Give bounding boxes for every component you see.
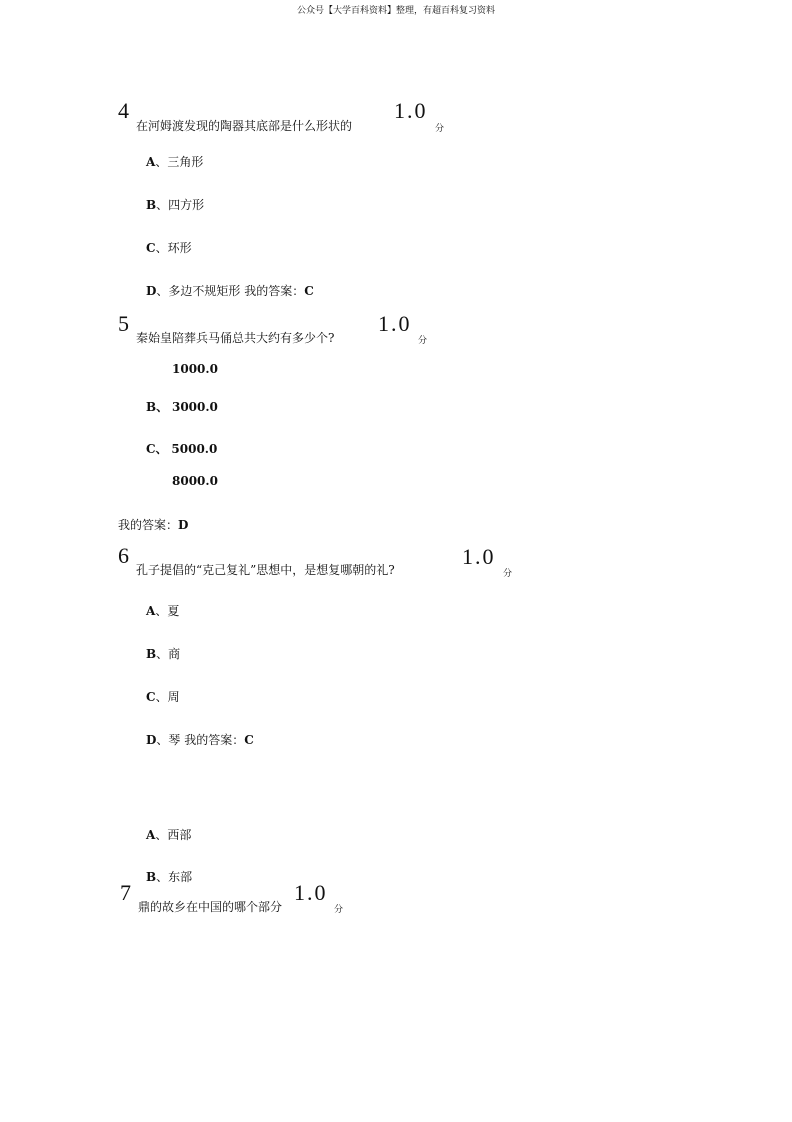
q7-option-a [146, 826, 191, 843]
q6-text: 孔子提倡的“克己复礼”思想中，是想复哪朝的礼? [136, 563, 395, 577]
q5-option-a: 1000.0 [172, 362, 218, 376]
q7-option-b-letter: B [146, 870, 157, 884]
q6-option-a-letter: A [146, 604, 156, 618]
q5-option-c-text: 5000.0 [171, 442, 218, 456]
q4-option-a-letter: A [146, 155, 156, 169]
q6-score: 1.0 [462, 544, 496, 569]
q5-option-c [146, 440, 217, 457]
q4-option-c [146, 239, 192, 256]
q4-score: 1.0 [394, 98, 428, 123]
q6-score-unit: 分 [503, 569, 513, 579]
q5-option-b-letter: B、 [146, 400, 169, 414]
q6-option-b-letter: B [146, 647, 157, 661]
q7-option-b-text: 、东部 [156, 870, 193, 884]
q6-option-d-letter: D [146, 733, 157, 747]
q4-option-b-text: 、四方形 [156, 198, 205, 212]
q5-option-c-letter: C、 [146, 442, 168, 456]
q7-option-a-letter: A [146, 828, 156, 842]
q6-option-a-text: 、夏 [155, 604, 180, 618]
q5-number: 5 [118, 311, 129, 336]
q4-score-unit: 分 [435, 124, 445, 134]
q4-number: 4 [118, 98, 129, 123]
q5-option-b [146, 398, 218, 415]
q4-text: 在河姆渡发现的陶器其底部是什么形状的 [136, 119, 353, 133]
q5-option-b-text: 3000.0 [171, 400, 218, 414]
q6-option-a [146, 602, 179, 619]
q7-option-a-text: 、西部 [155, 828, 192, 842]
q7-score-unit: 分 [334, 905, 344, 915]
q4-option-c-letter: C [146, 241, 156, 255]
q4-option-b-letter: B [146, 198, 157, 212]
page-header: 公众号【大学百科资料】整理，有超百科复习资料 [296, 6, 495, 16]
q6-answer: C [244, 733, 254, 747]
q5-score-unit: 分 [418, 336, 428, 346]
q4-option-b [146, 196, 204, 213]
q5-answer-line [118, 516, 188, 533]
q4-option-d-letter: D [146, 284, 157, 298]
q4-option-d-text: 、多边不规矩形 我的答案： [156, 284, 305, 298]
q4-option-a-text: 、三角形 [155, 155, 204, 169]
q6-option-d-text: 、琴 我的答案： [156, 733, 245, 747]
q5-text: 秦始皇陪葬兵马俑总共大约有多少个? [136, 331, 335, 345]
q7-option-b [146, 868, 192, 885]
q5-answer-label: 我的答案： [118, 518, 179, 532]
q6-option-b-text: 、商 [156, 647, 181, 661]
q7-number: 7 [120, 880, 131, 905]
q6-option-c-text: 、周 [155, 690, 180, 704]
q4-option-c-text: 、环形 [155, 241, 192, 255]
q7-score: 1.0 [294, 880, 328, 905]
q4-answer: C [304, 284, 314, 298]
q6-option-b [146, 645, 180, 662]
q6-option-c-letter: C [146, 690, 156, 704]
q4-option-a [146, 153, 203, 170]
q6-option-d [146, 731, 254, 748]
q6-number: 6 [118, 543, 129, 568]
q4-option-d [146, 282, 314, 299]
q6-option-c [146, 688, 180, 705]
q5-answer: D [178, 518, 189, 532]
q5-option-d: 8000.0 [172, 474, 218, 488]
q5-score: 1.0 [378, 311, 412, 336]
q7-text: 鼎的故乡在中国的哪个部分 [138, 900, 283, 914]
